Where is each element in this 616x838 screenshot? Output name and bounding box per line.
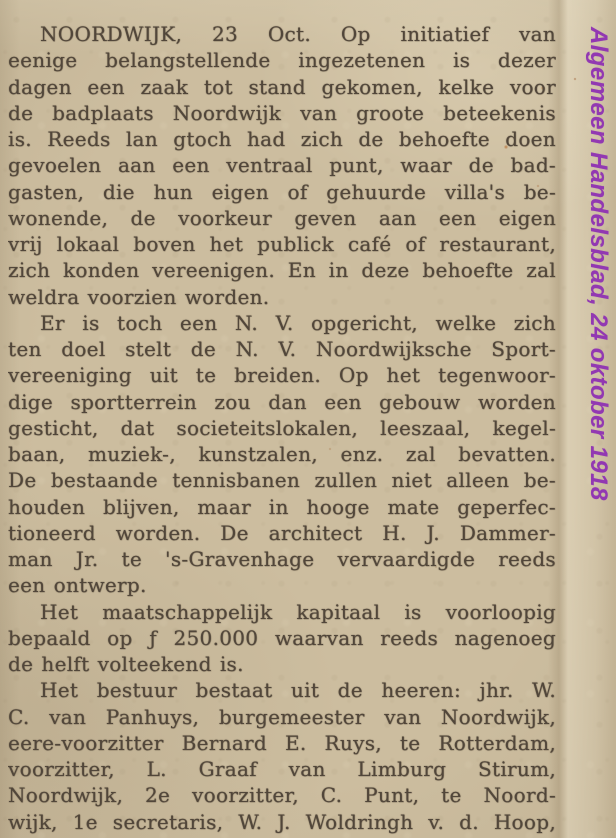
text-line: NOORDWIJK, 23 Oct. Op initiatief van xyxy=(40,22,556,46)
text-line: wonende, de voorkeur geven aan een eigen xyxy=(8,205,556,230)
text-line: tioneerd worden. De architect H. J. Dammer- xyxy=(8,520,556,545)
text-line: Het bestuur bestaat uit de heeren: jhr. W. xyxy=(40,678,556,703)
text-line: C. van Panhuys, burgemeester van Noordwijk, xyxy=(8,704,556,729)
text-line: een ontwerp. xyxy=(8,573,147,598)
paragraph xyxy=(8,599,556,678)
text-line: ten doel stelt de N. V. Noordwijksche Sport- xyxy=(8,337,556,361)
text-line: man Jr. te 's-Gravenhage vervaardigde reeds xyxy=(8,547,556,571)
paragraph xyxy=(8,310,556,599)
text-line: eenige belangstellende ingezetenen is dezer xyxy=(8,48,556,73)
text-line: houden blijven, maar in hooge mate geperfec- xyxy=(8,494,556,519)
text-line: voorzitter, L. Graaf van Limburg Stirum, xyxy=(8,757,556,781)
text-line: vrij lokaal boven het publick café of restaurant, xyxy=(8,232,556,256)
text-line: Het maatschappelijk kapitaal is voorloopig xyxy=(40,599,556,624)
text-line: gasten, die hun eigen of gehuurde villa's be- xyxy=(8,179,556,204)
text-line: de helft volteekend is. xyxy=(8,652,244,676)
text-line: de badplaats Noordwijk van groote beteekenis xyxy=(8,100,556,125)
text-line: gevoelen aan een ventraal punt, waar de bad- xyxy=(8,153,556,178)
text-line: Er is toch een N. V. opgericht, welke zich xyxy=(40,310,556,335)
text-line: bepaald op ƒ 250.000 waarvan reeds nagenoeg xyxy=(8,625,556,650)
text-line: gesticht, dat societeitslokalen, leeszaal, kegel- xyxy=(8,415,556,440)
paragraph xyxy=(8,21,556,310)
paragraph xyxy=(8,677,556,835)
text-line: dagen een zaak tot stand gekomen, kelke voor xyxy=(8,74,556,99)
article-column xyxy=(8,21,556,835)
text-line: dige sportterrein zou dan een gebouw worden xyxy=(8,389,556,414)
text-line: baan, muziek-, kunstzalen, enz. zal bevatten. xyxy=(8,442,556,466)
source-attribution-stamp: Algemeen Handelsblad, 24 oktober 1918 xyxy=(585,27,612,501)
text-line: weldra voorzien worden. xyxy=(8,284,270,309)
text-line: Noordwijk, 2e voorzitter, C. Punt, te Noord- xyxy=(8,783,556,808)
text-line: is. Reeds lan gtoch had zich de behoefte doen xyxy=(8,127,556,151)
text-line: eere-voorzitter Bernard E. Ruys, te Rotterdam, xyxy=(8,730,556,755)
text-line: wijk, 1e secretaris, W. J. Woldringh v. d. Hoop, xyxy=(8,809,556,834)
text-line: zich konden vereenigen. En in deze behoefte zal xyxy=(8,258,556,283)
text-line: vereeniging uit te breiden. Op het tegenwoor- xyxy=(8,363,556,388)
text-line: De bestaande tennisbanen zullen niet alleen be- xyxy=(8,468,556,493)
